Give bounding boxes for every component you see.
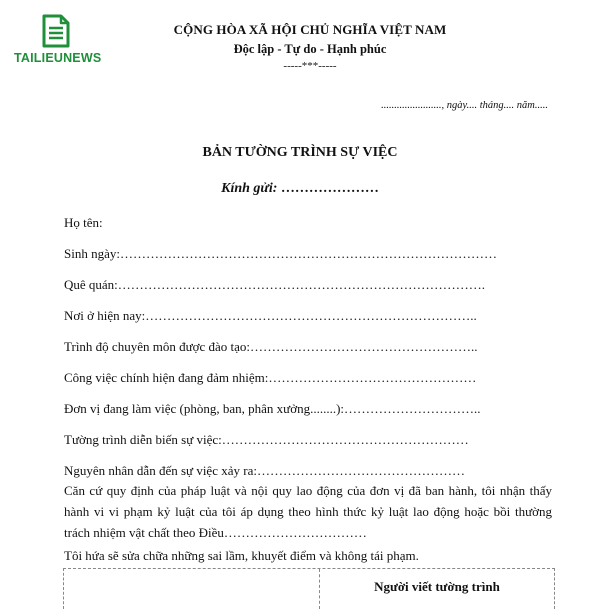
nation-name: CỘNG HÒA XÃ HỘI CHỦ NGHĨA VIỆT NAM [173, 22, 447, 37]
document-title: BẢN TƯỜNG TRÌNH SỰ VIỆC [202, 145, 398, 160]
nation-motto: Độc lập - Tự do - Hạnh phúc [233, 42, 387, 56]
statement-paragraph: Căn cứ quy định của pháp luật và nội quy lao động của đơn vị đã ban hành, tôi nhận thấy hành vi vi phạm kỷ luật của tôi áp dụng theo hình thức kỷ luật lao động hoặc bồi thường trách nhiệm vật chất theo Điều…………………………… [64, 483, 552, 540]
header-separator: -----***----- [283, 60, 337, 72]
date-line: ......................., ngày.... tháng.... năm..... [381, 100, 548, 111]
recipient-line [0, 181, 600, 197]
signature-table [63, 568, 555, 609]
recipient-label: Kính gửi: [221, 181, 278, 196]
field-full-name: Họ tên: [64, 215, 103, 230]
field-birth-date: Sinh ngày:…………………………………………………………………………… [64, 246, 497, 261]
field-incident-report: Tường trình diễn biến sự việc:………………………………………………… [64, 432, 469, 447]
site-logo[interactable] [14, 14, 102, 65]
national-header [160, 22, 460, 72]
promise-line: Tôi hứa sẽ sửa chữa những sai lầm, khuyết điểm và không tái phạm. [64, 548, 419, 563]
field-qualification: Trình độ chuyên môn được đào tạo:…………………………………………….. [64, 339, 478, 354]
field-current-job: Công việc chính hiện đang đảm nhiệm:………………………………………… [64, 370, 477, 385]
document-icon [41, 14, 71, 48]
logo-text: TAILIEUNEWS [14, 51, 102, 65]
recipient-blank: ………………… [280, 181, 379, 196]
field-residence: Nơi ở hiện nay:………………………………………………………………….. [64, 308, 477, 323]
field-hometown: Quê quán:…………………………………………………………………………. [64, 277, 486, 292]
signer-label: Người viết tường trình [374, 579, 500, 594]
field-incident-cause: Nguyên nhân dẫn đến sự việc xảy ra:………………………………………… [64, 463, 465, 478]
field-work-unit: Đơn vị đang làm việc (phòng, ban, phân xưởng........):………………………….. [64, 401, 481, 416]
